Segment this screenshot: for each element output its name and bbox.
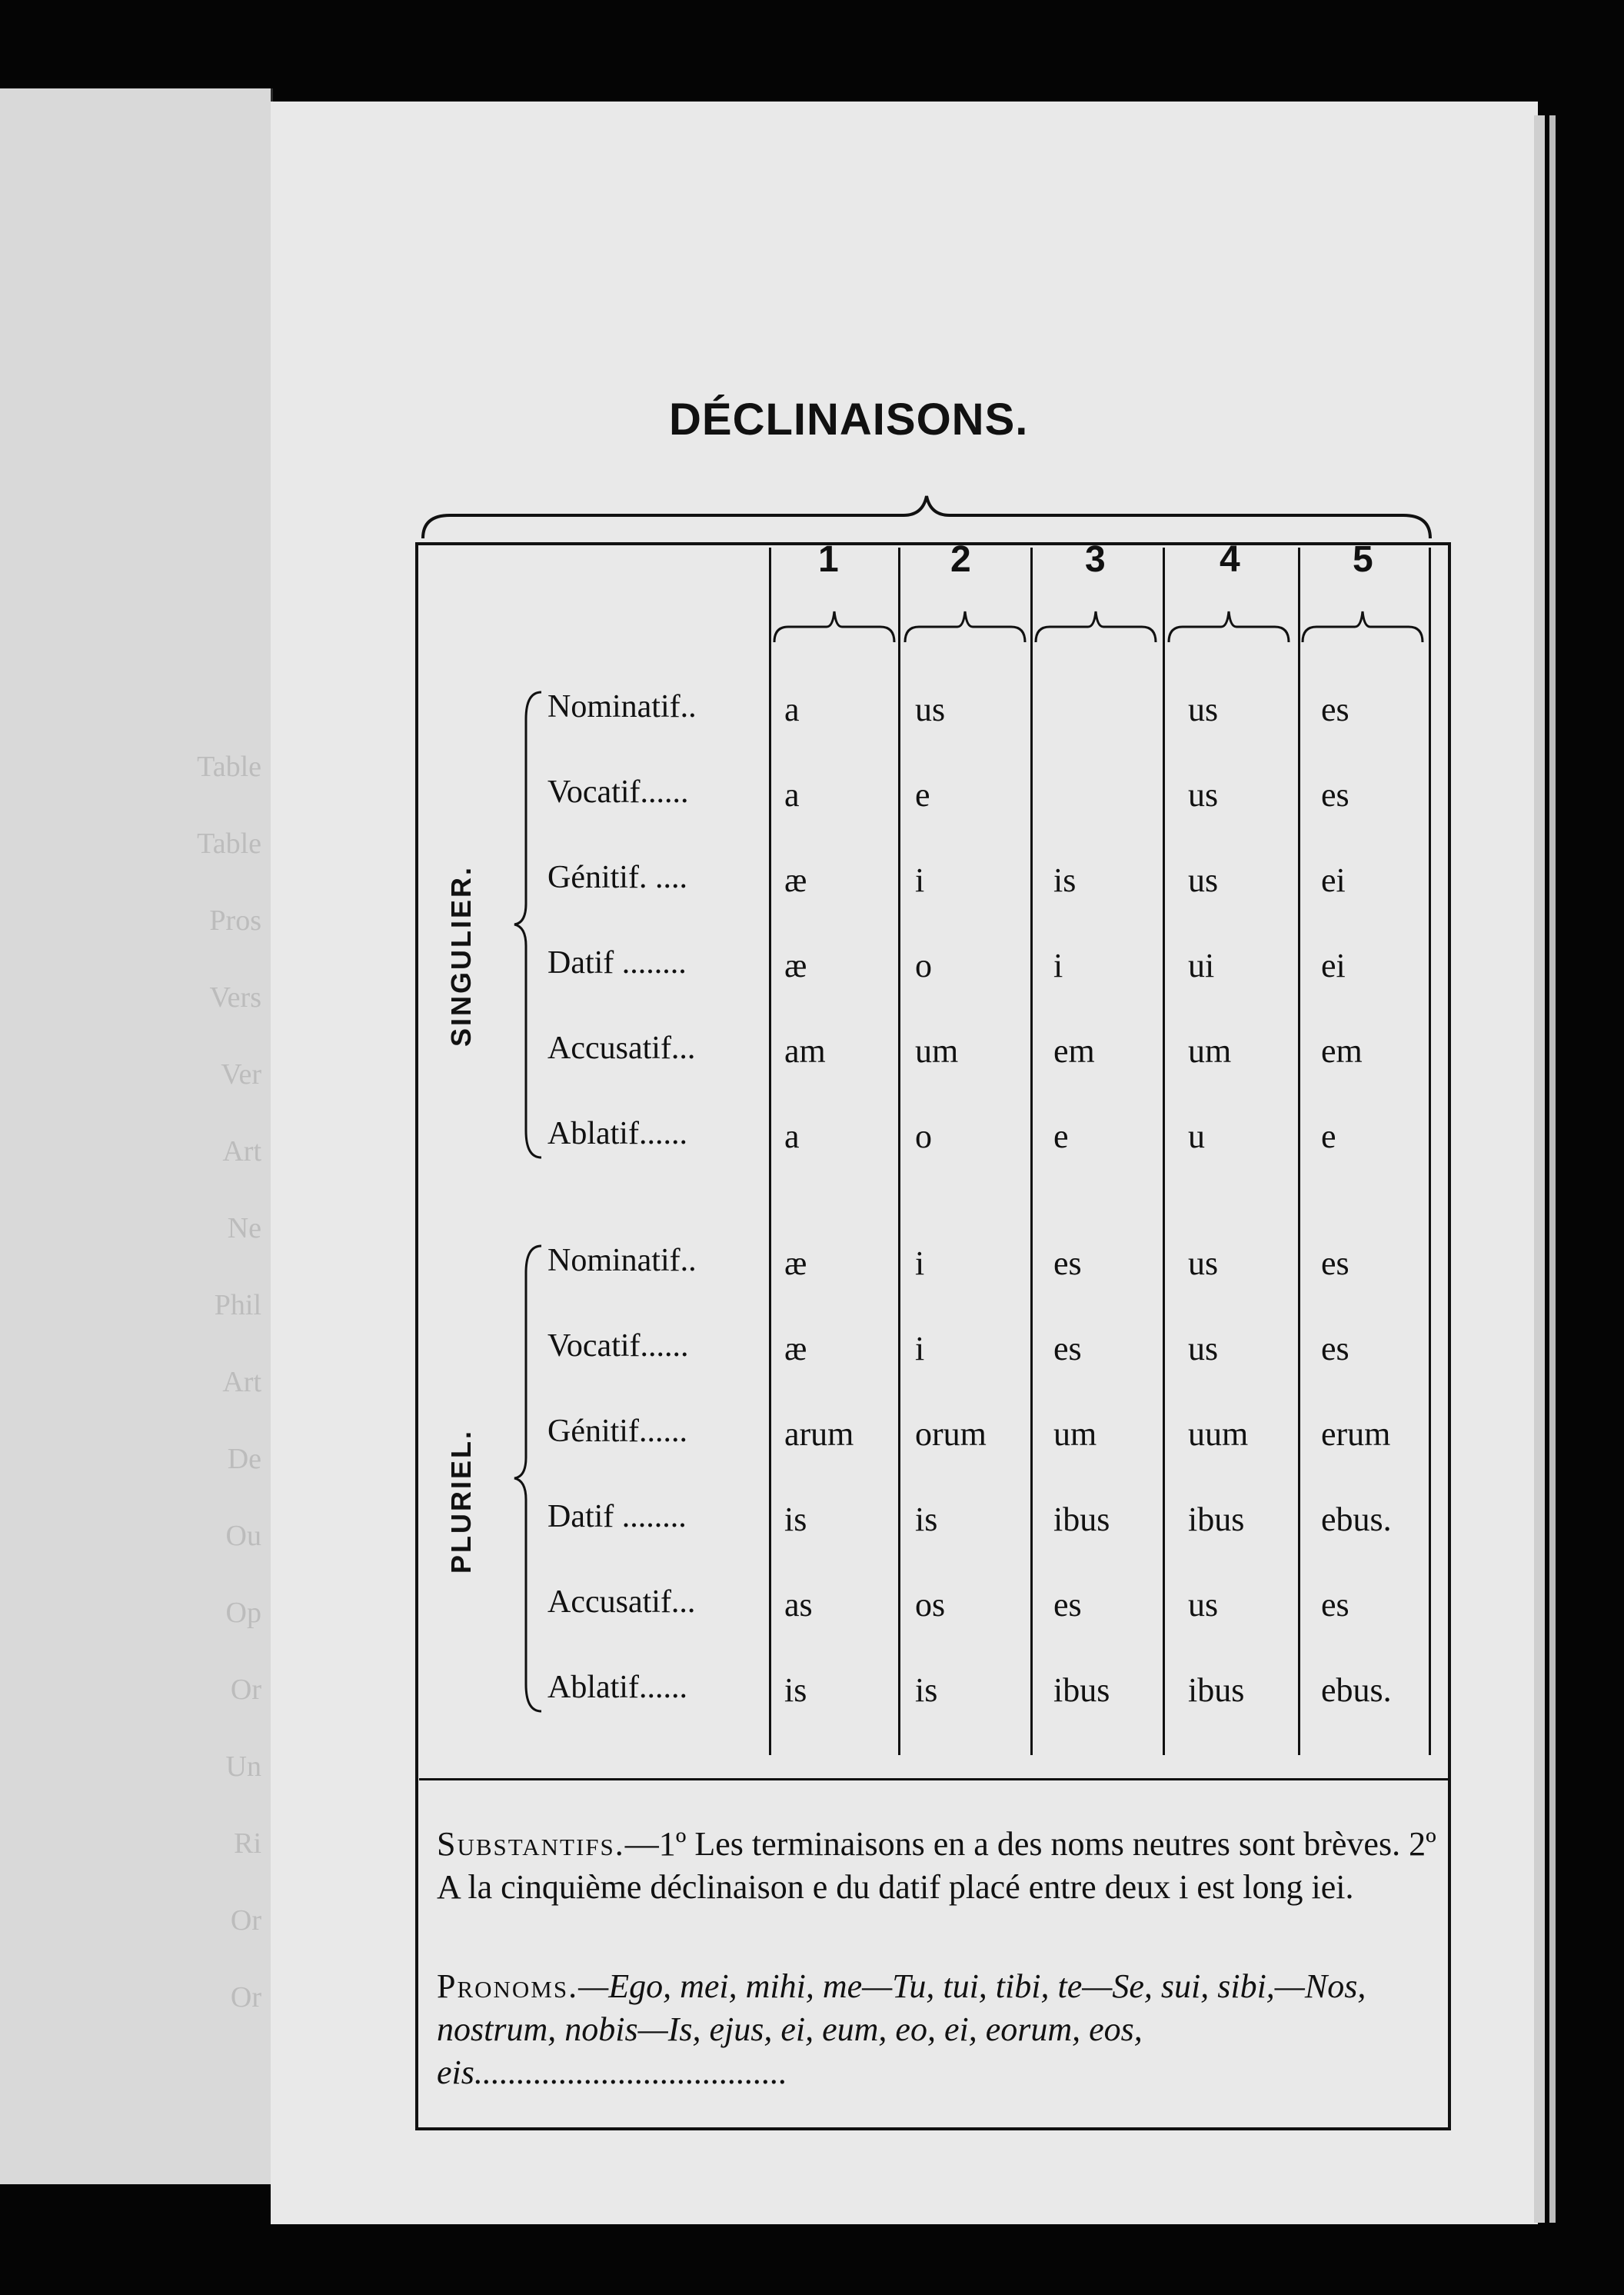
column-brace-icon: [1034, 608, 1157, 646]
singular-ending: es: [1321, 776, 1349, 814]
plural-ending: i: [915, 1330, 925, 1367]
left-page-fragment: Table: [197, 828, 261, 860]
left-page-fragment: Art: [222, 1366, 261, 1398]
declension-number: 5: [1353, 539, 1373, 580]
column-brace-icon: [1301, 608, 1424, 646]
plural-ending: ibus: [1053, 1501, 1110, 1538]
column-rule: [1298, 548, 1300, 1755]
plural-brace-icon: [511, 1242, 549, 1715]
top-brace-icon: [419, 492, 1434, 546]
singular-ending: e: [1321, 1118, 1336, 1155]
page-title: DÉCLINAISONS.: [669, 395, 1029, 445]
column-brace-icon: [773, 608, 896, 646]
left-page-fragment: Table: [197, 751, 261, 783]
left-page-fragment: Phil: [214, 1289, 261, 1321]
singular-ending: us: [1188, 776, 1219, 814]
singular-ending: am: [784, 1032, 826, 1070]
singular-ending: a: [784, 691, 800, 728]
page-edge: [1549, 115, 1556, 2223]
left-page-fragment: Op: [225, 1597, 261, 1629]
plural-ending: æ: [784, 1244, 807, 1282]
left-page-fragment: Ri: [234, 1827, 261, 1860]
singular-label: SINGULIER.: [445, 864, 477, 1047]
declension-number: 3: [1085, 539, 1106, 580]
pronoms-note: Pronoms.—Ego, mei, mihi, me—Tu, tui, tibi, te—Se, sui, sibi,—Nos, nostrum, nobis—Is, ejus, ei, eum, eo, ei, eorum, eos, eis.....................................: [437, 1967, 1366, 2091]
left-page-fragment: Ne: [227, 1212, 261, 1244]
plural-ending: es: [1053, 1330, 1082, 1367]
plural-ending: ibus: [1188, 1671, 1245, 1709]
singular-ending: is: [1053, 861, 1077, 899]
plural-ending: arum: [784, 1415, 854, 1453]
singular-ending: us: [1188, 861, 1219, 899]
plural-ending: ibus: [1188, 1501, 1245, 1538]
column-rule: [769, 548, 771, 1755]
singular-case-label: Accusatif...: [547, 1031, 696, 1066]
plural-ending: es: [1321, 1244, 1349, 1282]
left-page-fragment: Or: [230, 1904, 261, 1937]
singular-ending: um: [1188, 1032, 1232, 1070]
singular-case-label: Nominatif..: [547, 689, 697, 724]
declension-number: 1: [818, 539, 839, 580]
plural-case-label: Ablatif......: [547, 1670, 687, 1705]
plural-case-label: Nominatif..: [547, 1243, 697, 1278]
plural-case-label: Génitif......: [547, 1414, 687, 1449]
singular-ending: us: [1188, 691, 1219, 728]
column-rule: [1163, 548, 1165, 1755]
column-rule: [1429, 548, 1431, 1755]
plural-ending: es: [1321, 1586, 1349, 1624]
singular-ending: ui: [1188, 947, 1215, 984]
column-brace-icon: [1167, 608, 1290, 646]
table-bottom-rule: [419, 1778, 1449, 1780]
singular-brace-icon: [511, 688, 549, 1161]
declension-number: 4: [1220, 539, 1240, 580]
plural-ending: is: [784, 1501, 807, 1538]
plural-case-label: Vocatif......: [547, 1328, 689, 1364]
substantifs-note: Substantifs.—1º Les terminaisons en a des noms neutres sont brèves. 2º A la cinquième déclinaison e du datif placé entre deux i est long iei.: [437, 1825, 1436, 1906]
singular-ending: o: [915, 947, 932, 984]
plural-ending: erum: [1321, 1415, 1391, 1453]
singular-ending: ei: [1321, 861, 1346, 899]
singular-ending: æ: [784, 947, 807, 984]
plural-ending: æ: [784, 1330, 807, 1367]
plural-ending: ebus.: [1321, 1501, 1392, 1538]
left-page-fragment: Vers: [209, 981, 261, 1014]
left-page-fragment: Or: [230, 1674, 261, 1706]
plural-ending: as: [784, 1586, 813, 1624]
declension-number: 2: [950, 539, 971, 580]
singular-ending: e: [1053, 1118, 1069, 1155]
plural-label: PLURIEL.: [445, 1428, 477, 1574]
singular-ending: i: [915, 861, 925, 899]
plural-ending: us: [1188, 1586, 1219, 1624]
plural-ending: os: [915, 1586, 946, 1624]
singular-case-label: Génitif. ....: [547, 860, 687, 895]
left-page-fragment: Ou: [225, 1520, 261, 1552]
plural-ending: es: [1053, 1244, 1082, 1282]
singular-ending: es: [1321, 691, 1349, 728]
plural-ending: i: [915, 1244, 925, 1282]
page-edge: [1534, 115, 1545, 2223]
plural-ending: orum: [915, 1415, 987, 1453]
singular-ending: us: [915, 691, 946, 728]
column-brace-icon: [904, 608, 1027, 646]
singular-ending: em: [1321, 1032, 1363, 1070]
singular-case-label: Ablatif......: [547, 1116, 687, 1151]
singular-ending: u: [1188, 1118, 1205, 1155]
plural-ending: is: [915, 1671, 938, 1709]
plural-ending: is: [915, 1501, 938, 1538]
plural-ending: is: [784, 1671, 807, 1709]
plural-ending: ibus: [1053, 1671, 1110, 1709]
singular-ending: e: [915, 776, 930, 814]
singular-case-label: Datif ........: [547, 945, 687, 981]
plural-case-label: Accusatif...: [547, 1584, 696, 1620]
left-page-fragment: Art: [222, 1135, 261, 1167]
singular-ending: ei: [1321, 947, 1346, 984]
plural-ending: um: [1053, 1415, 1097, 1453]
column-rule: [1030, 548, 1033, 1755]
left-page-fragment: De: [227, 1443, 261, 1475]
singular-ending: i: [1053, 947, 1063, 984]
plural-ending: uum: [1188, 1415, 1249, 1453]
singular-ending: o: [915, 1118, 932, 1155]
singular-ending: a: [784, 1118, 800, 1155]
singular-ending: um: [915, 1032, 959, 1070]
plural-ending: es: [1053, 1586, 1082, 1624]
left-page-fragment: Un: [225, 1750, 261, 1783]
singular-ending: em: [1053, 1032, 1095, 1070]
plural-ending: ebus.: [1321, 1671, 1392, 1709]
plural-ending: us: [1188, 1330, 1219, 1367]
left-page-fragment: Pros: [209, 904, 261, 937]
singular-ending: a: [784, 776, 800, 814]
plural-ending: us: [1188, 1244, 1219, 1282]
left-page: [0, 88, 273, 2184]
left-page-fragment: Ver: [221, 1058, 261, 1091]
singular-case-label: Vocatif......: [547, 774, 689, 810]
singular-ending: æ: [784, 861, 807, 899]
plural-case-label: Datif ........: [547, 1499, 687, 1534]
plural-ending: es: [1321, 1330, 1349, 1367]
column-rule: [898, 548, 900, 1755]
left-page-fragment: Or: [230, 1981, 261, 2014]
